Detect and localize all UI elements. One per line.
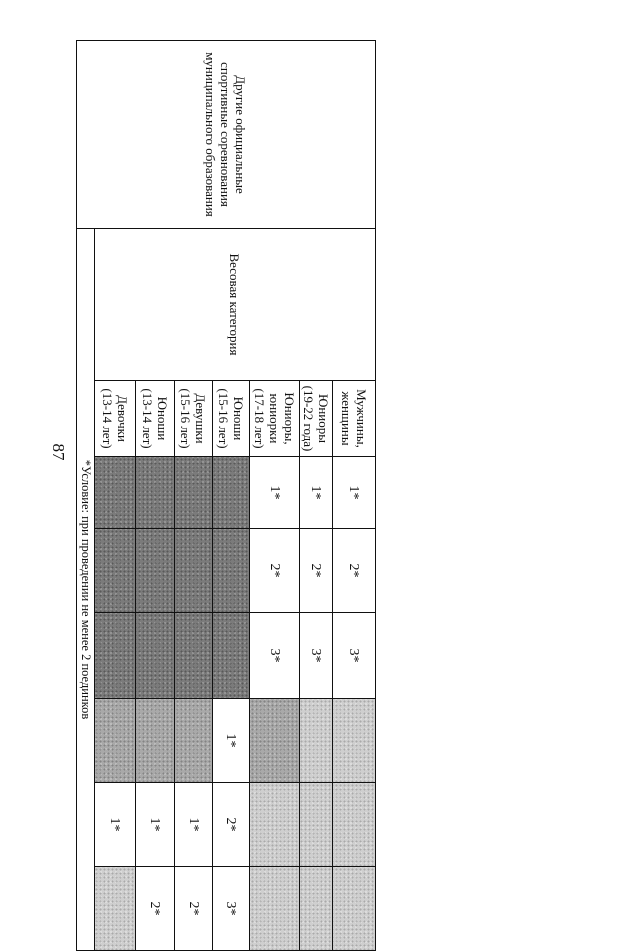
place-mark: 1* (175, 783, 213, 867)
shaded-cell (250, 699, 300, 783)
place-mark: 1* (300, 457, 333, 529)
shaded-cell (300, 699, 333, 783)
shaded-cell (250, 783, 300, 867)
group-label: Мужчины, женщины (333, 381, 376, 457)
place-mark: 1* (95, 783, 136, 867)
competition-table (76, 40, 376, 951)
place-mark: 3* (250, 613, 300, 699)
place-mark: 3* (213, 867, 250, 951)
shaded-cell (136, 613, 175, 699)
place-mark: 1* (213, 699, 250, 783)
shaded-cell (95, 699, 136, 783)
place-mark: 2* (250, 529, 300, 613)
shaded-cell (175, 457, 213, 529)
place-mark: 3* (300, 613, 333, 699)
place-mark: 2* (333, 529, 376, 613)
shaded-cell (300, 867, 333, 951)
page-number: 87 (49, 443, 68, 461)
group-label: Юниоры, юниорки (17-18 лет) (250, 381, 300, 457)
place-mark: 1* (333, 457, 376, 529)
place-mark: 2* (175, 867, 213, 951)
footnote: *Условие: при проведении не менее 2 поединков (77, 229, 95, 951)
shaded-cell (136, 457, 175, 529)
shaded-cell (213, 529, 250, 613)
place-mark: 2* (300, 529, 333, 613)
shaded-cell (333, 783, 376, 867)
shaded-cell (175, 613, 213, 699)
shaded-cell (175, 529, 213, 613)
place-mark: 1* (136, 783, 175, 867)
place-mark: 2* (136, 867, 175, 951)
place-mark: 2* (213, 783, 250, 867)
group-label: Юноши (13-14 лет) (136, 381, 175, 457)
weight-category-cell: Весовая категория (95, 229, 376, 381)
shaded-cell (250, 867, 300, 951)
rotated-table-wrapper (79, 40, 376, 916)
place-mark: 1* (250, 457, 300, 529)
place-mark: 3* (333, 613, 376, 699)
shaded-cell (300, 783, 333, 867)
group-label: Девочки (13-14 лет) (95, 381, 136, 457)
shaded-cell (213, 457, 250, 529)
shaded-cell (95, 613, 136, 699)
group-label: Юноши (15-16 лет) (213, 381, 250, 457)
group-label: Девушки (15-16 лет) (175, 381, 213, 457)
shaded-cell (95, 529, 136, 613)
shaded-cell (136, 699, 175, 783)
shaded-cell (95, 867, 136, 951)
shaded-cell (175, 699, 213, 783)
event-name-cell: Другие официальные спортивные соревнования муниципального образования (77, 41, 376, 229)
shaded-cell (213, 613, 250, 699)
shaded-cell (333, 699, 376, 783)
table-row (333, 41, 376, 951)
shaded-cell (333, 867, 376, 951)
group-label: Юниоры (19-22 года) (300, 381, 333, 457)
shaded-cell (95, 457, 136, 529)
shaded-cell (136, 529, 175, 613)
